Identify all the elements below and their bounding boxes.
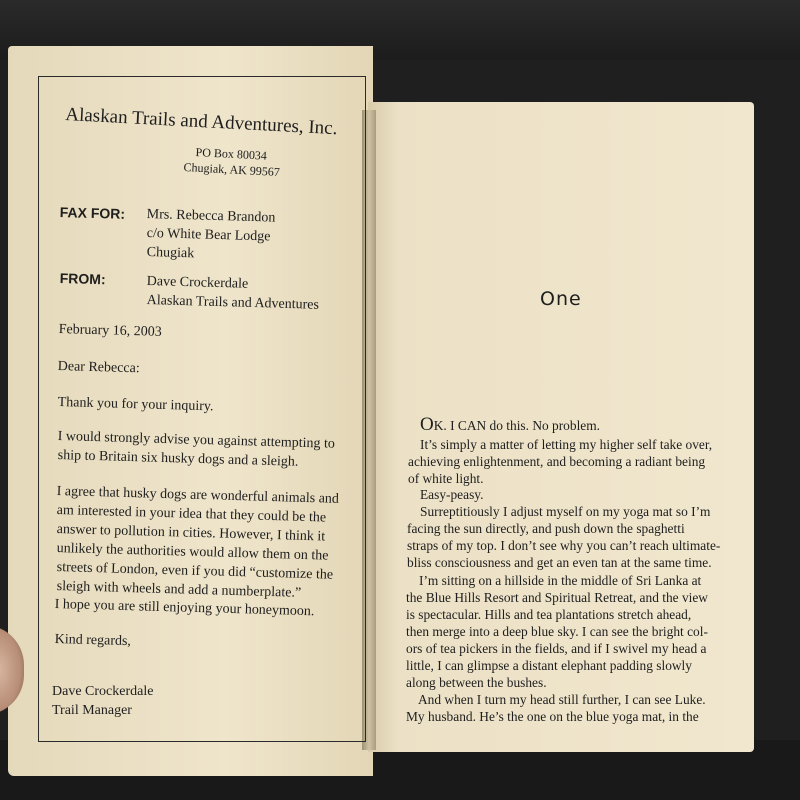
paragraph-2-line-1: I would strongly advise you against attempting to bbox=[57, 428, 336, 452]
chapter-line: And when I turn my head still further, I can see Luke. bbox=[418, 692, 706, 707]
chapter-line: bliss consciousness and get an even tan at the same time. bbox=[407, 555, 712, 570]
paragraph-3-line-6: sleigh with wheels and add a numberplate.” bbox=[56, 578, 302, 601]
paragraph-3-line-3: answer to pollution in cities. However, I think it bbox=[56, 521, 326, 545]
chapter-line: little, I can glimpse a distant elephant padding slowly bbox=[406, 658, 692, 673]
closing: Kind regards, bbox=[54, 631, 132, 650]
paragraph-3-line-4: unlikely the authorities would allow them on the bbox=[56, 540, 329, 564]
chapter-title: One bbox=[540, 288, 582, 310]
paragraph-4: I hope you are still enjoying your honeymoon. bbox=[54, 596, 315, 620]
chapter-line: My husband. He’s the one on the blue yoga mat, in the bbox=[406, 709, 699, 724]
first-line-tail: do this. No problem. bbox=[486, 418, 601, 433]
chapter-line: It’s simply a matter of letting my higher self take over, bbox=[420, 437, 713, 452]
chapter-line: is spectacular. Hills and tea plantations stretch ahead, bbox=[406, 607, 692, 622]
chapter-line: then merge into a deep blue sky. I can see the bright col- bbox=[406, 624, 708, 639]
chapter-line: Easy-peasy. bbox=[420, 487, 484, 502]
opening-small-caps: K. I CAN bbox=[433, 418, 487, 433]
paragraph-3-line-1: I agree that husky dogs are wonderful animals and bbox=[56, 483, 340, 507]
fax-for-label: FAX FOR: bbox=[59, 204, 126, 222]
paragraph-2-line-2: ship to Britain six husky dogs and a sleigh. bbox=[57, 447, 299, 470]
company-name: Alaskan Trails and Adventures, Inc. bbox=[64, 104, 338, 140]
paragraph-3-line-5: streets of London, even if you did “customize the bbox=[56, 559, 334, 583]
chapter-line: Surreptitiously I adjust myself on my yoga mat so I’m bbox=[420, 504, 711, 519]
chapter-line: achieving enlightenment, and becoming a radiant being bbox=[408, 454, 706, 469]
chapter-line: facing the sun directly, and push down the spaghetti bbox=[407, 521, 685, 536]
fax-for-line-2: c/o White Bear Lodge bbox=[146, 225, 271, 245]
fax-for-line-1: Mrs. Rebecca Brandon bbox=[146, 206, 276, 226]
chapter-line: I’m sitting on a hillside in the middle of Sri Lanka at bbox=[419, 573, 702, 588]
chapter-line: the Blue Hills Resort and Spiritual Retreat, and the view bbox=[406, 590, 708, 605]
from-line-2: Alaskan Trails and Adventures bbox=[146, 292, 320, 313]
from-label: FROM: bbox=[59, 270, 106, 288]
address-line-2: Chugiak, AK 99567 bbox=[183, 160, 281, 180]
chapter-line: along between the bushes. bbox=[406, 675, 547, 690]
signature-title: Trail Manager bbox=[52, 703, 132, 718]
drop-letter: O bbox=[420, 414, 434, 435]
fax-date: February 16, 2003 bbox=[58, 321, 162, 340]
address-line-1: PO Box 80034 bbox=[195, 145, 268, 163]
fax-for-line-3: Chugiak bbox=[146, 244, 195, 262]
chapter-line: of white light. bbox=[408, 471, 484, 486]
signature-name: Dave Crockerdale bbox=[52, 684, 154, 699]
chapter-line: ors of tea pickers in the fields, and if I swivel my head a bbox=[406, 641, 707, 656]
paragraph-1: Thank you for your inquiry. bbox=[57, 394, 214, 415]
chapter-first-line bbox=[420, 416, 600, 434]
from-line-1: Dave Crockerdale bbox=[146, 273, 249, 292]
salutation: Dear Rebecca: bbox=[57, 358, 140, 377]
chapter-line: straps of my top. I don’t see why you can’t reach ultimate- bbox=[407, 538, 721, 553]
paragraph-3-line-2: am interested in your idea that they could be the bbox=[56, 502, 327, 526]
